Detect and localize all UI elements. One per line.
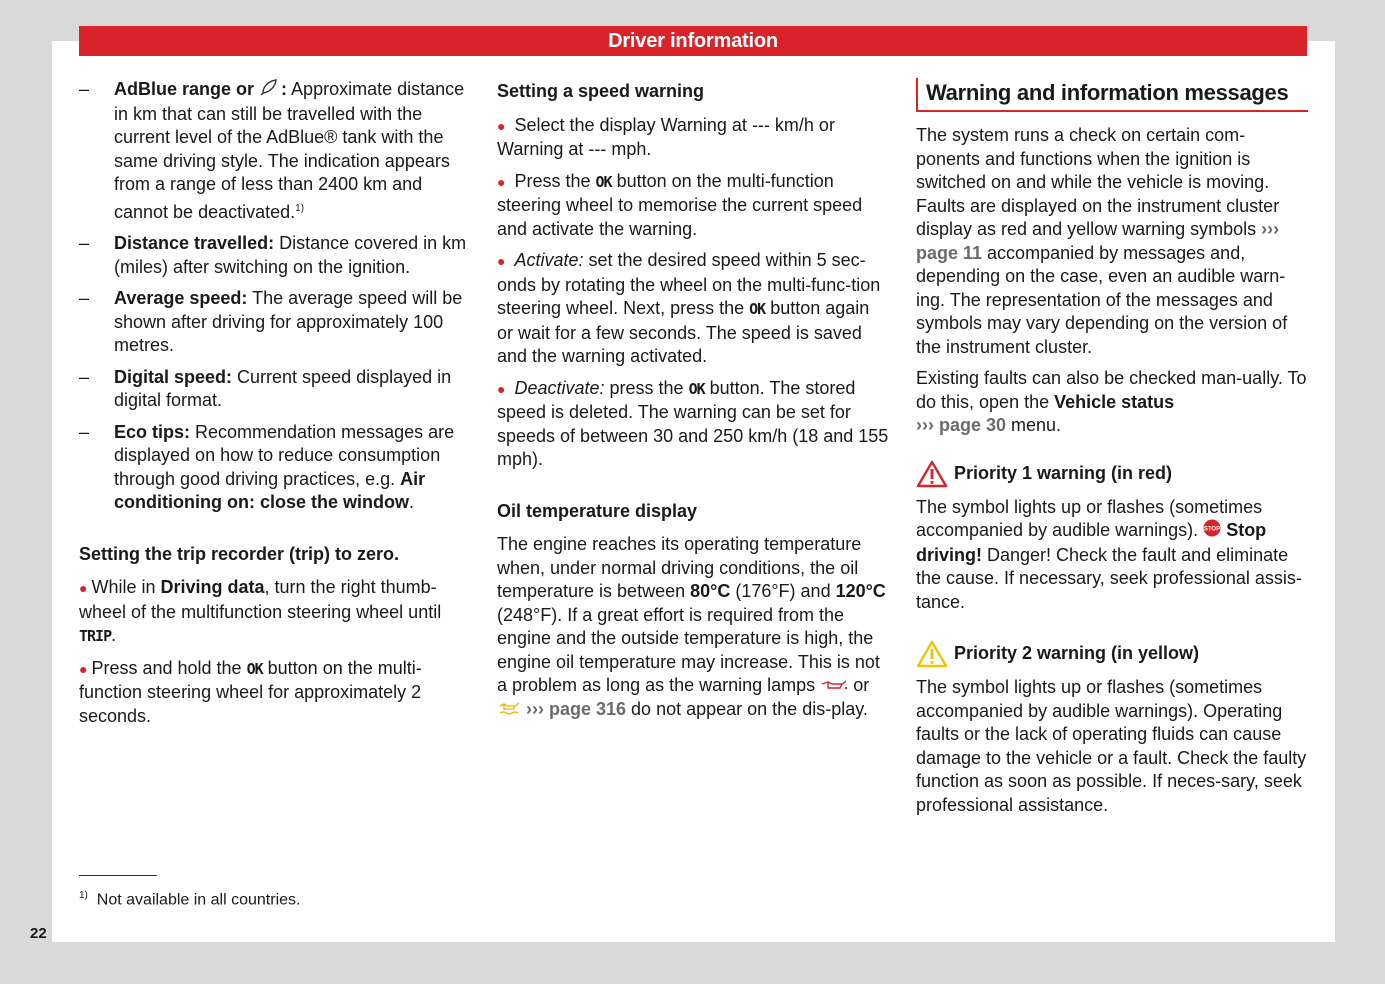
bullet-icon: ●	[79, 580, 88, 596]
text: While in	[91, 577, 161, 597]
text: button again or wait for a few seconds. The speed is saved and the warning activated.	[497, 298, 870, 366]
priority-2-text: The symbol lights up or flashes (sometimes accompanied by audible warnings). Operating faults or the lack of operating fluids can cause damage to the vehicle or a fault. Check the faulty function as soon as possible. If neces-sary, seek professional assistance.	[916, 677, 1307, 815]
list-item	[79, 78, 471, 224]
item-text: Approximate distance in km that can still be travelled with the current level of the AdBlue® tank with the same driving style. The indication appears from a range of less than 2400 km and cannot be deactivated.	[114, 79, 465, 222]
text: accompanied by messages and, depending on the case, even an audible warn-ing. The representation of the messages and symbols may vary depending on the version of the instrument cluster.	[916, 242, 1288, 357]
oil-level-icon	[497, 699, 521, 723]
item-term: Average speed:	[114, 288, 248, 308]
red-warning-triangle-icon	[916, 460, 948, 488]
manual-check-paragraph	[916, 367, 1308, 438]
temp-value: 120°C	[835, 581, 886, 601]
trip-step-2	[79, 657, 471, 729]
dash: –	[79, 233, 90, 253]
bullet-icon: ●	[497, 117, 506, 134]
oil-pressure-icon	[820, 675, 848, 699]
stop-icon-label: STOP	[1204, 526, 1221, 533]
column-right	[916, 78, 1308, 825]
text: button on the multi-function steering wheel for approximately 2 seconds.	[79, 657, 422, 726]
priority-2-heading	[916, 640, 1308, 668]
text: The symbol lights up or flashes (sometimes accompanied by audible warnings).	[916, 496, 1263, 540]
header-title: Driver information	[608, 29, 778, 52]
text: The engine reaches its operating temperature when, under normal driving conditions, the oil temperature is between	[497, 534, 862, 601]
menu-name: Driving data	[160, 577, 265, 597]
list-item	[79, 232, 471, 279]
text: Danger! Check the fault and eliminate the cause. If necessary, seek professional assis-tance.	[916, 544, 1302, 612]
bullet-icon: ●	[497, 173, 506, 190]
trip-heading: Setting the trip recorder (trip) to zero.	[79, 543, 400, 564]
page-reference-link[interactable]: ››› page 11	[916, 219, 1280, 263]
text: (176°F) and	[730, 581, 836, 601]
speed-step-3	[497, 249, 889, 369]
priority-1-title: Priority 1 warning (in red)	[954, 462, 1173, 483]
text: do not appear on the dis-play.	[626, 699, 868, 719]
stop-icon	[1203, 519, 1221, 544]
footnote-divider	[79, 875, 157, 876]
speed-step-2	[497, 170, 889, 242]
yellow-warning-triangle-icon	[916, 640, 948, 668]
dash: –	[79, 288, 90, 308]
footnote-mark: 1)	[79, 890, 88, 901]
text: Existing faults can also be checked man-ually. To do this, open the	[916, 368, 1307, 412]
bullet-icon: ●	[497, 253, 506, 269]
text: (248°F). If a great effort is required from the engine and the outside temperature is high, the engine oil temperature may increase. This is not a problem as long as the warning lamps	[497, 604, 880, 695]
oil-temp-text	[497, 533, 889, 722]
priority-2-title: Priority 2 warning (in yellow)	[954, 643, 1200, 664]
item-tail: .	[408, 492, 414, 512]
dash: –	[79, 421, 90, 442]
item-text: The average speed will be shown after driving for approximately 100 metres.	[114, 288, 463, 355]
page-number: 22	[30, 925, 47, 942]
menu-name: Vehicle status	[1054, 391, 1175, 412]
item-term: Eco tips:	[114, 421, 191, 442]
page-reference-link[interactable]: ››› page 30	[916, 415, 1007, 435]
dash: –	[79, 79, 90, 99]
footnote-ref: 1)	[295, 202, 305, 214]
text: Select the display Warning at --- km/h or Warning at --- mph.	[497, 114, 835, 159]
bullet-icon: ●	[79, 660, 88, 677]
priority-1-heading	[916, 460, 1308, 488]
ok-button-label: OK	[246, 659, 263, 678]
column-middle	[497, 80, 889, 730]
dash: –	[79, 366, 90, 387]
speed-warning-heading: Setting a speed warning	[497, 81, 705, 101]
adblue-icon	[259, 78, 281, 103]
page-reference-link[interactable]: ››› page 316	[526, 699, 627, 719]
speed-step-1	[497, 114, 889, 162]
item-term: AdBlue range or	[114, 79, 255, 99]
footnote-text: Not available in all countries.	[96, 891, 301, 909]
item-text: Recommendation messages are displayed on how to reduce consumption through good driving practices, e.g.	[114, 421, 455, 489]
ok-button-label: OK	[688, 379, 705, 398]
trip-step-1	[79, 576, 471, 649]
stop-driving-label: Stop driving!	[916, 520, 1267, 565]
text: press the	[604, 377, 689, 398]
ok-button-label: OK	[749, 300, 766, 318]
list-item	[79, 421, 471, 515]
text: menu.	[1006, 415, 1062, 435]
text: button. The stored speed is deleted. The warning can be set for speeds of between 30 and 250 km/h (18 and 155 mph).	[497, 377, 889, 469]
section-title: Warning and information messages	[916, 78, 1308, 112]
item-term-colon: :	[281, 79, 288, 99]
ok-button-label: OK	[595, 172, 612, 191]
text: set the desired speed within 5 sec-onds by rotating the wheel on the multi-func-tion steering wheel. Next, press the	[497, 250, 881, 318]
text: .	[111, 625, 117, 645]
text: Press and hold the	[91, 657, 247, 678]
page-header	[79, 26, 1307, 56]
list-item	[79, 366, 471, 413]
emphasis: Activate:	[514, 250, 584, 270]
intro-paragraph	[916, 124, 1308, 359]
emphasis: Deactivate:	[514, 377, 605, 398]
text: , turn the right thumb-wheel of the multifunction steering wheel until	[79, 577, 442, 622]
oil-temp-heading: Oil temperature display	[497, 500, 698, 521]
item-text: Distance covered in km (miles) after switching on the ignition.	[114, 233, 467, 277]
footnote	[79, 890, 300, 909]
item-term: Digital speed:	[114, 366, 233, 387]
list-item	[79, 287, 471, 358]
item-text: Current speed displayed in digital format.	[114, 366, 452, 410]
text: button on the multi-function steering wheel to memorise the current speed and activate the warning.	[497, 170, 863, 239]
trip-display-label: TRIP	[79, 627, 112, 645]
text: The system runs a check on certain com-ponents and functions when the ignition is switched on and while the vehicle is moving. Faults are displayed on the instrument cluster display as red and yellow warning symbols	[916, 125, 1280, 239]
item-example: Air conditioning on: close the window	[114, 468, 426, 512]
priority-1-text	[916, 496, 1308, 615]
speed-step-4	[497, 377, 889, 472]
text: or	[848, 675, 870, 695]
bullet-icon: ●	[497, 380, 506, 397]
text: Press the	[514, 170, 596, 191]
column-left	[79, 78, 471, 736]
item-term: Distance travelled:	[114, 233, 275, 253]
temp-value: 80°C	[690, 581, 731, 601]
